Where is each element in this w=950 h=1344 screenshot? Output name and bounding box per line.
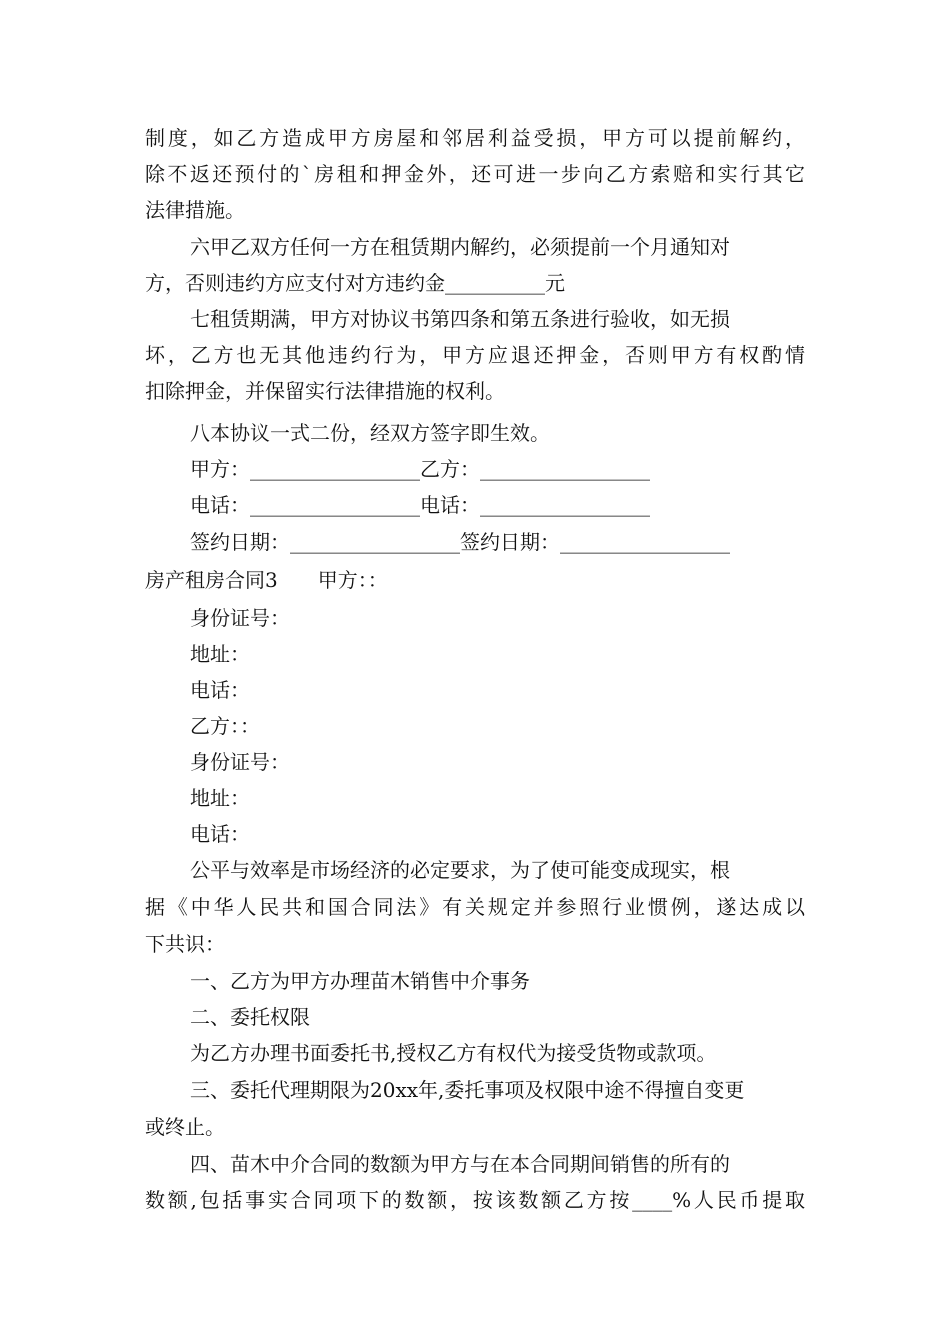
signature-line: 签约日期：_________________签约日期：_________________ xyxy=(190,530,730,554)
signature-line: 甲方：_________________乙方：_________________ xyxy=(190,457,650,481)
paragraph-line: 七租赁期满，甲方对协议书第四条和第五条进行验收，如无损 xyxy=(190,307,730,331)
paragraph-line: 二、委托权限 xyxy=(190,1005,310,1029)
paragraph-line: 方，否则违约方应支付对方违约金__________元 xyxy=(145,271,565,295)
paragraph-line: 为乙方办理书面委托书,授权乙方有权代为接受货物或款项。 xyxy=(190,1041,717,1065)
section-heading: 房产租房合同3 甲方：： xyxy=(145,568,388,592)
paragraph-line: 下共识： xyxy=(145,932,225,956)
paragraph-line: 六甲乙双方任何一方在租赁期内解约，必须提前一个月通知对 xyxy=(190,235,730,259)
signature-line: 电话：_________________电话：_________________ xyxy=(190,493,650,517)
paragraph-line: 三、委托代理期限为20xx年,委托事项及权限中途不得擅自变更 xyxy=(190,1078,745,1102)
form-field-line: 身份证号： xyxy=(190,606,290,630)
paragraph-line: 八本协议一式二份，经双方签字即生效。 xyxy=(190,421,550,445)
paragraph-line: 一、乙方为甲方办理苗木销售中介事务 xyxy=(190,969,530,993)
paragraph-line: 据《中华人民共和国合同法》有关规定并参照行业惯例，遂达成以 xyxy=(145,895,805,919)
paragraph-line: 数额,包括事实合同项下的数额，按该数额乙方按____%人民币提取 xyxy=(145,1188,805,1212)
form-field-line: 身份证号： xyxy=(190,750,290,774)
paragraph-line: 四、苗木中介合同的数额为甲方与在本合同期间销售的所有的 xyxy=(190,1152,730,1176)
paragraph-line: 法律措施。 xyxy=(145,198,245,222)
form-field-line: 电话： xyxy=(190,678,250,702)
paragraph-line: 公平与效率是市场经济的必定要求，为了使可能变成现实，根 xyxy=(190,858,730,882)
paragraph-line: 扣除押金，并保留实行法律措施的权利。 xyxy=(145,379,505,403)
paragraph-line: 除不返还预付的`房租和押金外，还可进一步向乙方索赔和实行其它 xyxy=(145,162,805,186)
paragraph-line: 或终止。 xyxy=(145,1115,225,1139)
form-field-line: 乙方：： xyxy=(190,714,260,738)
form-field-line: 电话： xyxy=(190,822,250,846)
form-field-line: 地址： xyxy=(190,786,250,810)
paragraph-line: 制度，如乙方造成甲方房屋和邻居利益受损，甲方可以提前解约， xyxy=(145,126,805,150)
form-field-line: 地址： xyxy=(190,642,250,666)
paragraph-line: 坏，乙方也无其他违约行为，甲方应退还押金，否则甲方有权酌情 xyxy=(145,343,805,367)
